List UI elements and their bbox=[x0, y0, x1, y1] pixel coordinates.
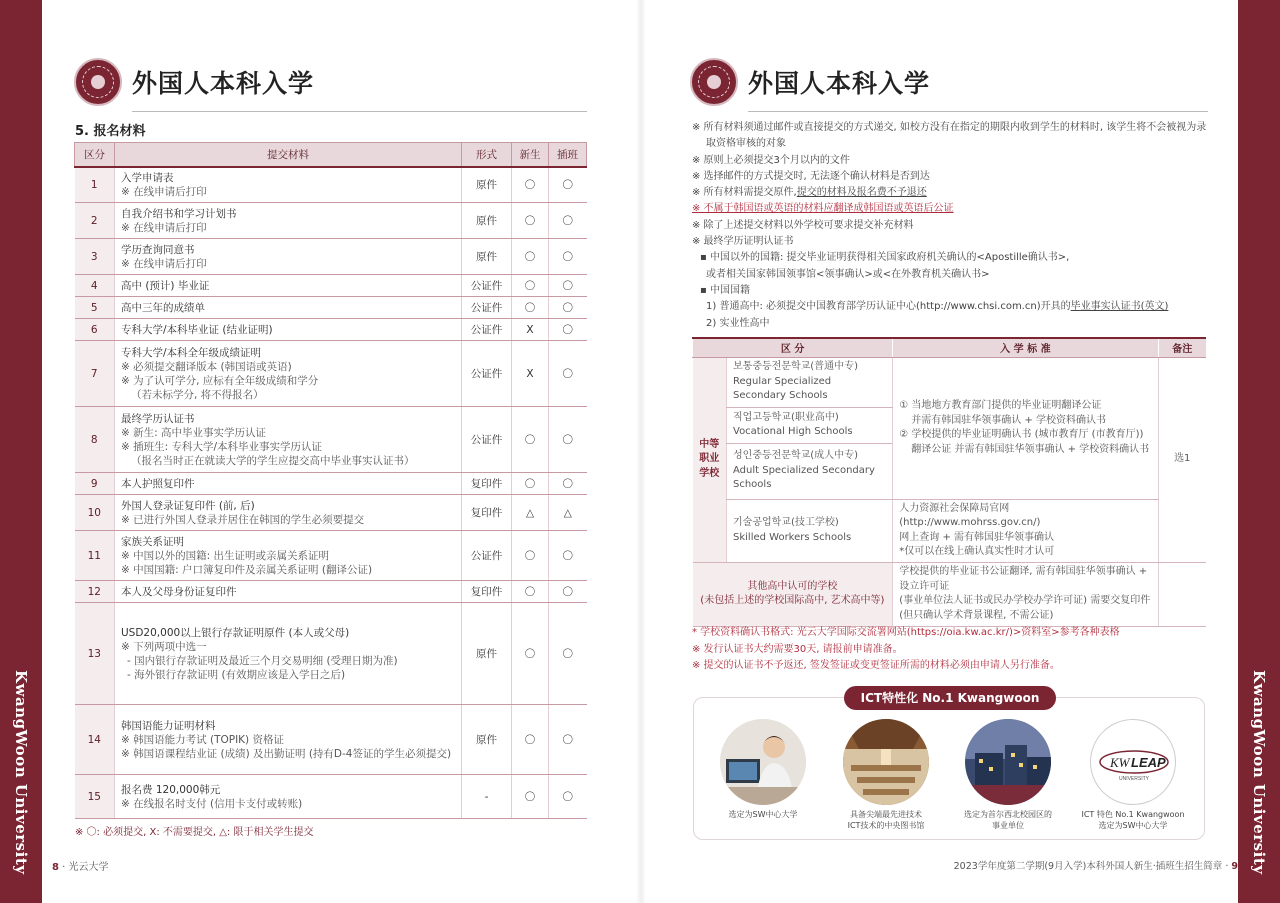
transfer-cell: 〇 bbox=[549, 531, 587, 581]
right-page bbox=[646, 0, 1238, 903]
table-row bbox=[75, 407, 587, 473]
table-row bbox=[693, 357, 1207, 407]
materials-table bbox=[74, 142, 587, 819]
caption-line: 选定为SW中心大学 bbox=[1098, 821, 1168, 830]
row-number: 1 bbox=[75, 167, 115, 203]
header-rule bbox=[748, 111, 1208, 112]
row-number: 14 bbox=[75, 705, 115, 775]
legend-note: ※ 〇: 必须提交, X: 不需要提交, △: 限于相关学生提交 bbox=[75, 827, 314, 838]
table-row bbox=[75, 581, 587, 603]
table-note-line: * 学校资料确认书格式: 光云大学国际交流署网站(https://oia.kw.ac.kr/)>资料室>参考各种表格 bbox=[692, 627, 1120, 638]
material-note: ※ 在线申请后打印 bbox=[121, 257, 207, 270]
criteria-line: 并需有韩国驻华领事确认 + 学校资料确认书 bbox=[911, 414, 1107, 426]
caption-line: 具备尖端最先进技术 bbox=[850, 810, 922, 819]
transfer-cell: 〇 bbox=[549, 407, 587, 473]
material-name: 报名费 120,000韩元 bbox=[121, 783, 221, 796]
col-header-form: 形式 bbox=[462, 143, 512, 167]
school-en: Adult Specialized Secondary Schools bbox=[733, 464, 875, 491]
criteria-line: ② 学校提供的毕业证明确认书 (城市教育厅 (市教育厅)) bbox=[899, 429, 1144, 440]
criteria-line: (但只确认学术背景课程, 不需公证) bbox=[899, 609, 1054, 621]
brand-vertical-text: KwangWoon University bbox=[12, 670, 30, 875]
material-note: ※ 插班生: 专科大学/本科毕业事实学历认证 bbox=[121, 440, 323, 453]
freshman-cell: 〇 bbox=[512, 603, 549, 705]
right-side-band bbox=[1238, 0, 1280, 903]
note-line: ※ 最终学历证明认证书 bbox=[692, 236, 794, 248]
freshman-cell: 〇 bbox=[512, 705, 549, 775]
material-name: 韩国语能力证明材料 bbox=[121, 719, 216, 732]
criteria-cell bbox=[893, 562, 1158, 626]
note-line: ※ 不属于韩国语或英语的材料应翻译成韩国语或英语后公证 bbox=[692, 203, 954, 215]
left-side-band bbox=[0, 0, 42, 903]
note-line: ※ 原则上必须提交3个月以内的文件 bbox=[692, 154, 850, 166]
transfer-cell: 〇 bbox=[549, 581, 587, 603]
brand-vertical-text: KwangWoon University bbox=[1250, 670, 1268, 875]
vocational-table bbox=[692, 337, 1206, 627]
material-cell bbox=[115, 775, 462, 819]
table-row bbox=[75, 495, 587, 531]
material-name: 高中三年的成绩单 bbox=[121, 301, 205, 314]
row-number: 8 bbox=[75, 407, 115, 473]
form-cell: 原件 bbox=[462, 203, 512, 239]
logo-leap-text: LEAP bbox=[1131, 755, 1166, 770]
material-name: 专科大学/本科全年级成绩证明 bbox=[121, 346, 262, 359]
note-line bbox=[692, 299, 1212, 315]
footer-label: 2023学年度第二学期(9月入学)本科外国人新生·插班生招生简章 bbox=[953, 861, 1223, 872]
left-page bbox=[42, 0, 636, 903]
caption-line: 选定为SW中心大学 bbox=[728, 810, 798, 819]
logo-kw-text: KW bbox=[1110, 755, 1130, 770]
freshman-cell: 〇 bbox=[512, 203, 549, 239]
criteria-line: 翻译公证 并需有韩国驻华领事确认 + 学校资料确认书 bbox=[911, 443, 1150, 455]
row-number: 10 bbox=[75, 495, 115, 531]
material-cell bbox=[115, 531, 462, 581]
table-notes bbox=[692, 625, 1212, 675]
material-note: ※ 在线申请后打印 bbox=[121, 185, 207, 198]
transfer-cell: 〇 bbox=[549, 239, 587, 275]
freshman-cell: X bbox=[512, 319, 549, 341]
table-note-line: ※ 发行认证书大约需要30天, 请报前申请准备。 bbox=[692, 643, 903, 655]
transfer-cell: 〇 bbox=[549, 775, 587, 819]
caption-line: ICT技术的中央图书馆 bbox=[847, 821, 925, 830]
ict-caption bbox=[826, 809, 946, 831]
material-cell bbox=[115, 275, 462, 297]
freshman-cell: 〇 bbox=[512, 297, 549, 319]
row-number: 13 bbox=[75, 603, 115, 705]
caption-line: 事业单位 bbox=[992, 821, 1024, 830]
freshman-cell: 〇 bbox=[512, 775, 549, 819]
form-cell: 原件 bbox=[462, 239, 512, 275]
transfer-cell: △ bbox=[549, 495, 587, 531]
form-cell: 公证件 bbox=[462, 341, 512, 407]
page-title: 外国人本科入学 bbox=[748, 69, 931, 98]
form-cell: 公证件 bbox=[462, 407, 512, 473]
material-cell bbox=[115, 319, 462, 341]
university-seal-icon bbox=[690, 58, 738, 106]
col-header-materials: 提交材料 bbox=[115, 143, 462, 167]
ict-caption bbox=[948, 809, 1068, 831]
material-name: 自我介绍书和学习计划书 bbox=[121, 207, 237, 220]
material-note: ※ 韩国语课程结业证 (成绩) 及出勤证明 (持有D-4签证的学生必须提交) bbox=[121, 747, 452, 760]
caption-line: ICT 特色 No.1 Kwangwoon bbox=[1081, 810, 1185, 819]
page-header bbox=[690, 58, 1208, 106]
school-ko: 보통중등전문학교(普通中专) bbox=[733, 361, 859, 373]
form-cell: 公证件 bbox=[462, 297, 512, 319]
footer-separator: · bbox=[62, 862, 69, 873]
table-row bbox=[75, 167, 587, 203]
note-line bbox=[692, 185, 1212, 201]
form-cell: 复印件 bbox=[462, 473, 512, 495]
freshman-cell: △ bbox=[512, 495, 549, 531]
material-note: ※ 中国以外的国籍: 出生证明或亲属关系证明 bbox=[121, 549, 330, 562]
material-cell bbox=[115, 705, 462, 775]
table-header-row bbox=[693, 338, 1207, 357]
freshman-cell: 〇 bbox=[512, 531, 549, 581]
page-footer-left bbox=[52, 858, 109, 873]
material-note: ※ 下列两项中选一 bbox=[121, 640, 207, 653]
row-number: 11 bbox=[75, 531, 115, 581]
material-note: ※ 在线申请后打印 bbox=[121, 221, 207, 234]
material-note: ※ 已进行外国人登录并居住在韩国的学生必须要提交 bbox=[121, 513, 365, 526]
material-note: （报名当时正在就读大学的学生应提交高中毕业事实认证书） bbox=[131, 454, 415, 467]
table-row bbox=[693, 562, 1207, 626]
table-row bbox=[75, 705, 587, 775]
school-type-cell bbox=[727, 407, 893, 443]
form-cell: 复印件 bbox=[462, 581, 512, 603]
transfer-cell: 〇 bbox=[549, 297, 587, 319]
note-line: ▪ 中国国籍 bbox=[700, 284, 750, 296]
material-cell bbox=[115, 167, 462, 203]
criteria-line: 学校提供的毕业证书公证翻译, 需有韩国驻华领事确认 + 设立许可证 bbox=[899, 566, 1148, 592]
transfer-cell: 〇 bbox=[549, 203, 587, 239]
freshman-cell: 〇 bbox=[512, 407, 549, 473]
campus-night-photo bbox=[965, 719, 1051, 805]
school-type-cell bbox=[727, 499, 893, 562]
criteria-line: (事业单位法人证书或民办学校办学许可证) 需要交复印件 bbox=[899, 595, 1151, 606]
transfer-cell: 〇 bbox=[549, 603, 587, 705]
remark-cell-empty bbox=[1158, 562, 1206, 626]
material-cell bbox=[115, 239, 462, 275]
material-note: ※ 中国国籍: 户口簿复印件及亲属关系证明 (翻译公证) bbox=[121, 563, 373, 576]
col-header-remark: 备注 bbox=[1158, 338, 1206, 357]
freshman-cell: 〇 bbox=[512, 473, 549, 495]
criteria-line: ① 当地地方教育部门提供的毕业证明翻译公证 bbox=[899, 400, 1102, 411]
row-number: 3 bbox=[75, 239, 115, 275]
material-note: - 海外银行存款证明 (有效期应该是入学日之后) bbox=[127, 668, 346, 681]
col-header-freshman: 新生 bbox=[512, 143, 549, 167]
freshman-cell: 〇 bbox=[512, 239, 549, 275]
other-school-line: (未包括上述的学校国际高中, 艺术高中等) bbox=[700, 595, 885, 606]
col-header-transfer: 插班 bbox=[549, 143, 587, 167]
row-number: 5 bbox=[75, 297, 115, 319]
freshman-cell: X bbox=[512, 341, 549, 407]
note-underlined: 毕业事实认证书(英文) bbox=[1070, 301, 1169, 313]
table-row bbox=[75, 531, 587, 581]
transfer-cell: 〇 bbox=[549, 473, 587, 495]
footer-separator: · bbox=[1225, 861, 1232, 872]
note-line: 取资格审核的对象 bbox=[706, 138, 786, 150]
criteria-cell bbox=[893, 357, 1158, 499]
student-computer-photo bbox=[720, 719, 806, 805]
university-seal-icon bbox=[74, 58, 122, 106]
ict-showcase bbox=[693, 691, 1205, 840]
page-gutter bbox=[636, 0, 646, 903]
note-text: 1) 普通高中: 必须提交中国教育部学历认证中心(http://www.chsi.com.cn)开具的 bbox=[706, 301, 1071, 313]
form-cell: 原件 bbox=[462, 167, 512, 203]
transfer-cell: 〇 bbox=[549, 167, 587, 203]
material-name: 学历查询同意书 bbox=[121, 243, 195, 256]
other-school-cell bbox=[693, 562, 893, 626]
table-header-row bbox=[75, 143, 587, 167]
table-row bbox=[75, 239, 587, 275]
material-cell bbox=[115, 341, 462, 407]
table-row bbox=[75, 775, 587, 819]
form-cell: 公证件 bbox=[462, 319, 512, 341]
material-name: USD20,000以上银行存款证明原件 (本人或父母) bbox=[121, 626, 350, 639]
school-en: Skilled Workers Schools bbox=[733, 531, 852, 543]
row-number: 2 bbox=[75, 203, 115, 239]
material-note: ※ 新生: 高中毕业事实学历认证 bbox=[121, 426, 267, 439]
material-cell bbox=[115, 581, 462, 603]
form-cell: 公证件 bbox=[462, 531, 512, 581]
notes-list bbox=[692, 120, 1212, 332]
col-header-criteria: 入 学 标 准 bbox=[893, 338, 1158, 357]
table-row bbox=[75, 473, 587, 495]
header-rule bbox=[132, 111, 587, 112]
material-note: ※ 为了认可学分, 应标有全年级成绩和学分 bbox=[121, 374, 319, 387]
material-name: 专科大学/本科毕业证 (结业证明) bbox=[121, 323, 273, 336]
note-underlined: 提交的材料及报名费不予退还 bbox=[796, 187, 927, 199]
table-row bbox=[75, 603, 587, 705]
category-cell: 中等职业学校 bbox=[693, 357, 727, 562]
freshman-cell: 〇 bbox=[512, 275, 549, 297]
school-ko: 기술공업학교(技工学校) bbox=[733, 517, 839, 528]
material-cell bbox=[115, 473, 462, 495]
material-note: （若未标学分, 将不得报名） bbox=[131, 388, 264, 401]
section-title: 5. 报名材料 bbox=[75, 124, 146, 139]
material-name: 入学申请表 bbox=[121, 171, 174, 184]
footer-label: 光云大学 bbox=[68, 862, 109, 873]
other-school-line: 其他高中认可的学校 bbox=[747, 580, 838, 592]
material-name: 外国人登录证复印件 (前, 后) bbox=[121, 499, 255, 512]
ict-badge: ICT特性化 No.1 Kwangwoon bbox=[844, 686, 1056, 710]
material-note: ※ 韩国语能力考试 (TOPIK) 资格证 bbox=[121, 733, 284, 746]
kw-leap-logo bbox=[1090, 719, 1176, 805]
material-name: 最终学历认证书 bbox=[121, 412, 195, 425]
table-row bbox=[75, 275, 587, 297]
row-number: 15 bbox=[75, 775, 115, 819]
material-note: ※ 在线报名时支付 (信用卡支付或转账) bbox=[121, 797, 303, 810]
note-line: 2) 实业性高中 bbox=[706, 317, 770, 329]
freshman-cell: 〇 bbox=[512, 581, 549, 603]
transfer-cell: 〇 bbox=[549, 319, 587, 341]
page-number: 9 bbox=[1231, 861, 1238, 872]
table-row bbox=[693, 499, 1207, 562]
freshman-cell: 〇 bbox=[512, 167, 549, 203]
school-en: Vocational High Schools bbox=[733, 426, 853, 437]
material-name: 家族关系证明 bbox=[121, 535, 184, 548]
criteria-line: 网上查询 + 需有韩国驻华领事确认 bbox=[899, 531, 1055, 543]
school-ko: 직업고등학교(职业高中) bbox=[733, 411, 839, 423]
form-cell: 复印件 bbox=[462, 495, 512, 531]
row-number: 12 bbox=[75, 581, 115, 603]
criteria-line: *仅可以在线上确认真实性时才认可 bbox=[899, 546, 1055, 557]
row-number: 4 bbox=[75, 275, 115, 297]
material-note: - 国内银行存款证明及最近三个月交易明细 (受理日期为准) bbox=[127, 654, 398, 667]
table-note-line: ※ 提交的认证书不予返还, 签发签证或变更签证所需的材料必须由申请人另行准备。 bbox=[692, 660, 1060, 671]
form-cell: 公证件 bbox=[462, 275, 512, 297]
page-header bbox=[74, 58, 587, 106]
table-row bbox=[75, 297, 587, 319]
page-title: 外国人本科入学 bbox=[132, 69, 315, 98]
criteria-line: 人力资源社会保障局官网 (http://www.mohrss.gov.cn/) bbox=[899, 502, 1041, 528]
note-line: ※ 所有材料须通过邮件或直接提交的方式递交, 如校方没有在指定的期限内收到学生的材料时, 该学生将不会被视为录 bbox=[692, 122, 1207, 133]
row-number: 6 bbox=[75, 319, 115, 341]
material-cell bbox=[115, 407, 462, 473]
form-cell: 原件 bbox=[462, 705, 512, 775]
material-cell bbox=[115, 495, 462, 531]
note-line: ※ 除了上述提交材料以外学校可要求提交补充材料 bbox=[692, 219, 914, 231]
transfer-cell: 〇 bbox=[549, 705, 587, 775]
material-name: 本人护照复印件 bbox=[121, 477, 195, 490]
criteria-cell bbox=[893, 499, 1158, 562]
logo-university-text: UNIVERSITY bbox=[1118, 776, 1150, 782]
note-line: ※ 选择邮件的方式提交时, 无法逐个确认材料是否到达 bbox=[692, 170, 930, 182]
school-ko: 성인중등전문학교(成人中专) bbox=[733, 450, 859, 462]
table-row bbox=[75, 319, 587, 341]
remark-cell: 选1 bbox=[1158, 357, 1206, 562]
transfer-cell: 〇 bbox=[549, 341, 587, 407]
form-cell: - bbox=[462, 775, 512, 819]
page-number: 8 bbox=[52, 862, 59, 873]
school-type-cell bbox=[727, 357, 893, 407]
table-row bbox=[75, 203, 587, 239]
table-row bbox=[75, 341, 587, 407]
material-note: ※ 必须提交翻译版本 (韩国语或英语) bbox=[121, 360, 292, 373]
note-line: 或者相关国家韩国领事馆<领事确认>或<在外教育机关确认书> bbox=[706, 268, 990, 280]
transfer-cell: 〇 bbox=[549, 275, 587, 297]
material-cell bbox=[115, 603, 462, 705]
material-cell bbox=[115, 203, 462, 239]
row-number: 7 bbox=[75, 341, 115, 407]
col-header-category: 区 分 bbox=[693, 338, 893, 357]
school-en: Regular Specialized Secondary Schools bbox=[733, 375, 832, 402]
row-number: 9 bbox=[75, 473, 115, 495]
ict-caption bbox=[1073, 809, 1193, 831]
material-name: 高中 (预计) 毕业证 bbox=[121, 279, 210, 292]
library-photo bbox=[843, 719, 929, 805]
material-cell bbox=[115, 297, 462, 319]
note-line: ▪ 中国以外的国籍: 提交毕业证明获得相关国家政府机关确认的<Apostille确认书>, bbox=[700, 252, 1070, 264]
material-name: 本人及父母身份证复印件 bbox=[121, 585, 237, 598]
form-cell: 原件 bbox=[462, 603, 512, 705]
school-type-cell bbox=[727, 443, 893, 499]
note-text: ※ 所有材料需提交原件, bbox=[692, 187, 797, 199]
page-footer-right bbox=[954, 858, 1238, 872]
ict-caption bbox=[703, 809, 823, 820]
caption-line: 选定为首尔西北校园区的 bbox=[964, 810, 1052, 819]
col-header-category: 区分 bbox=[75, 143, 115, 167]
